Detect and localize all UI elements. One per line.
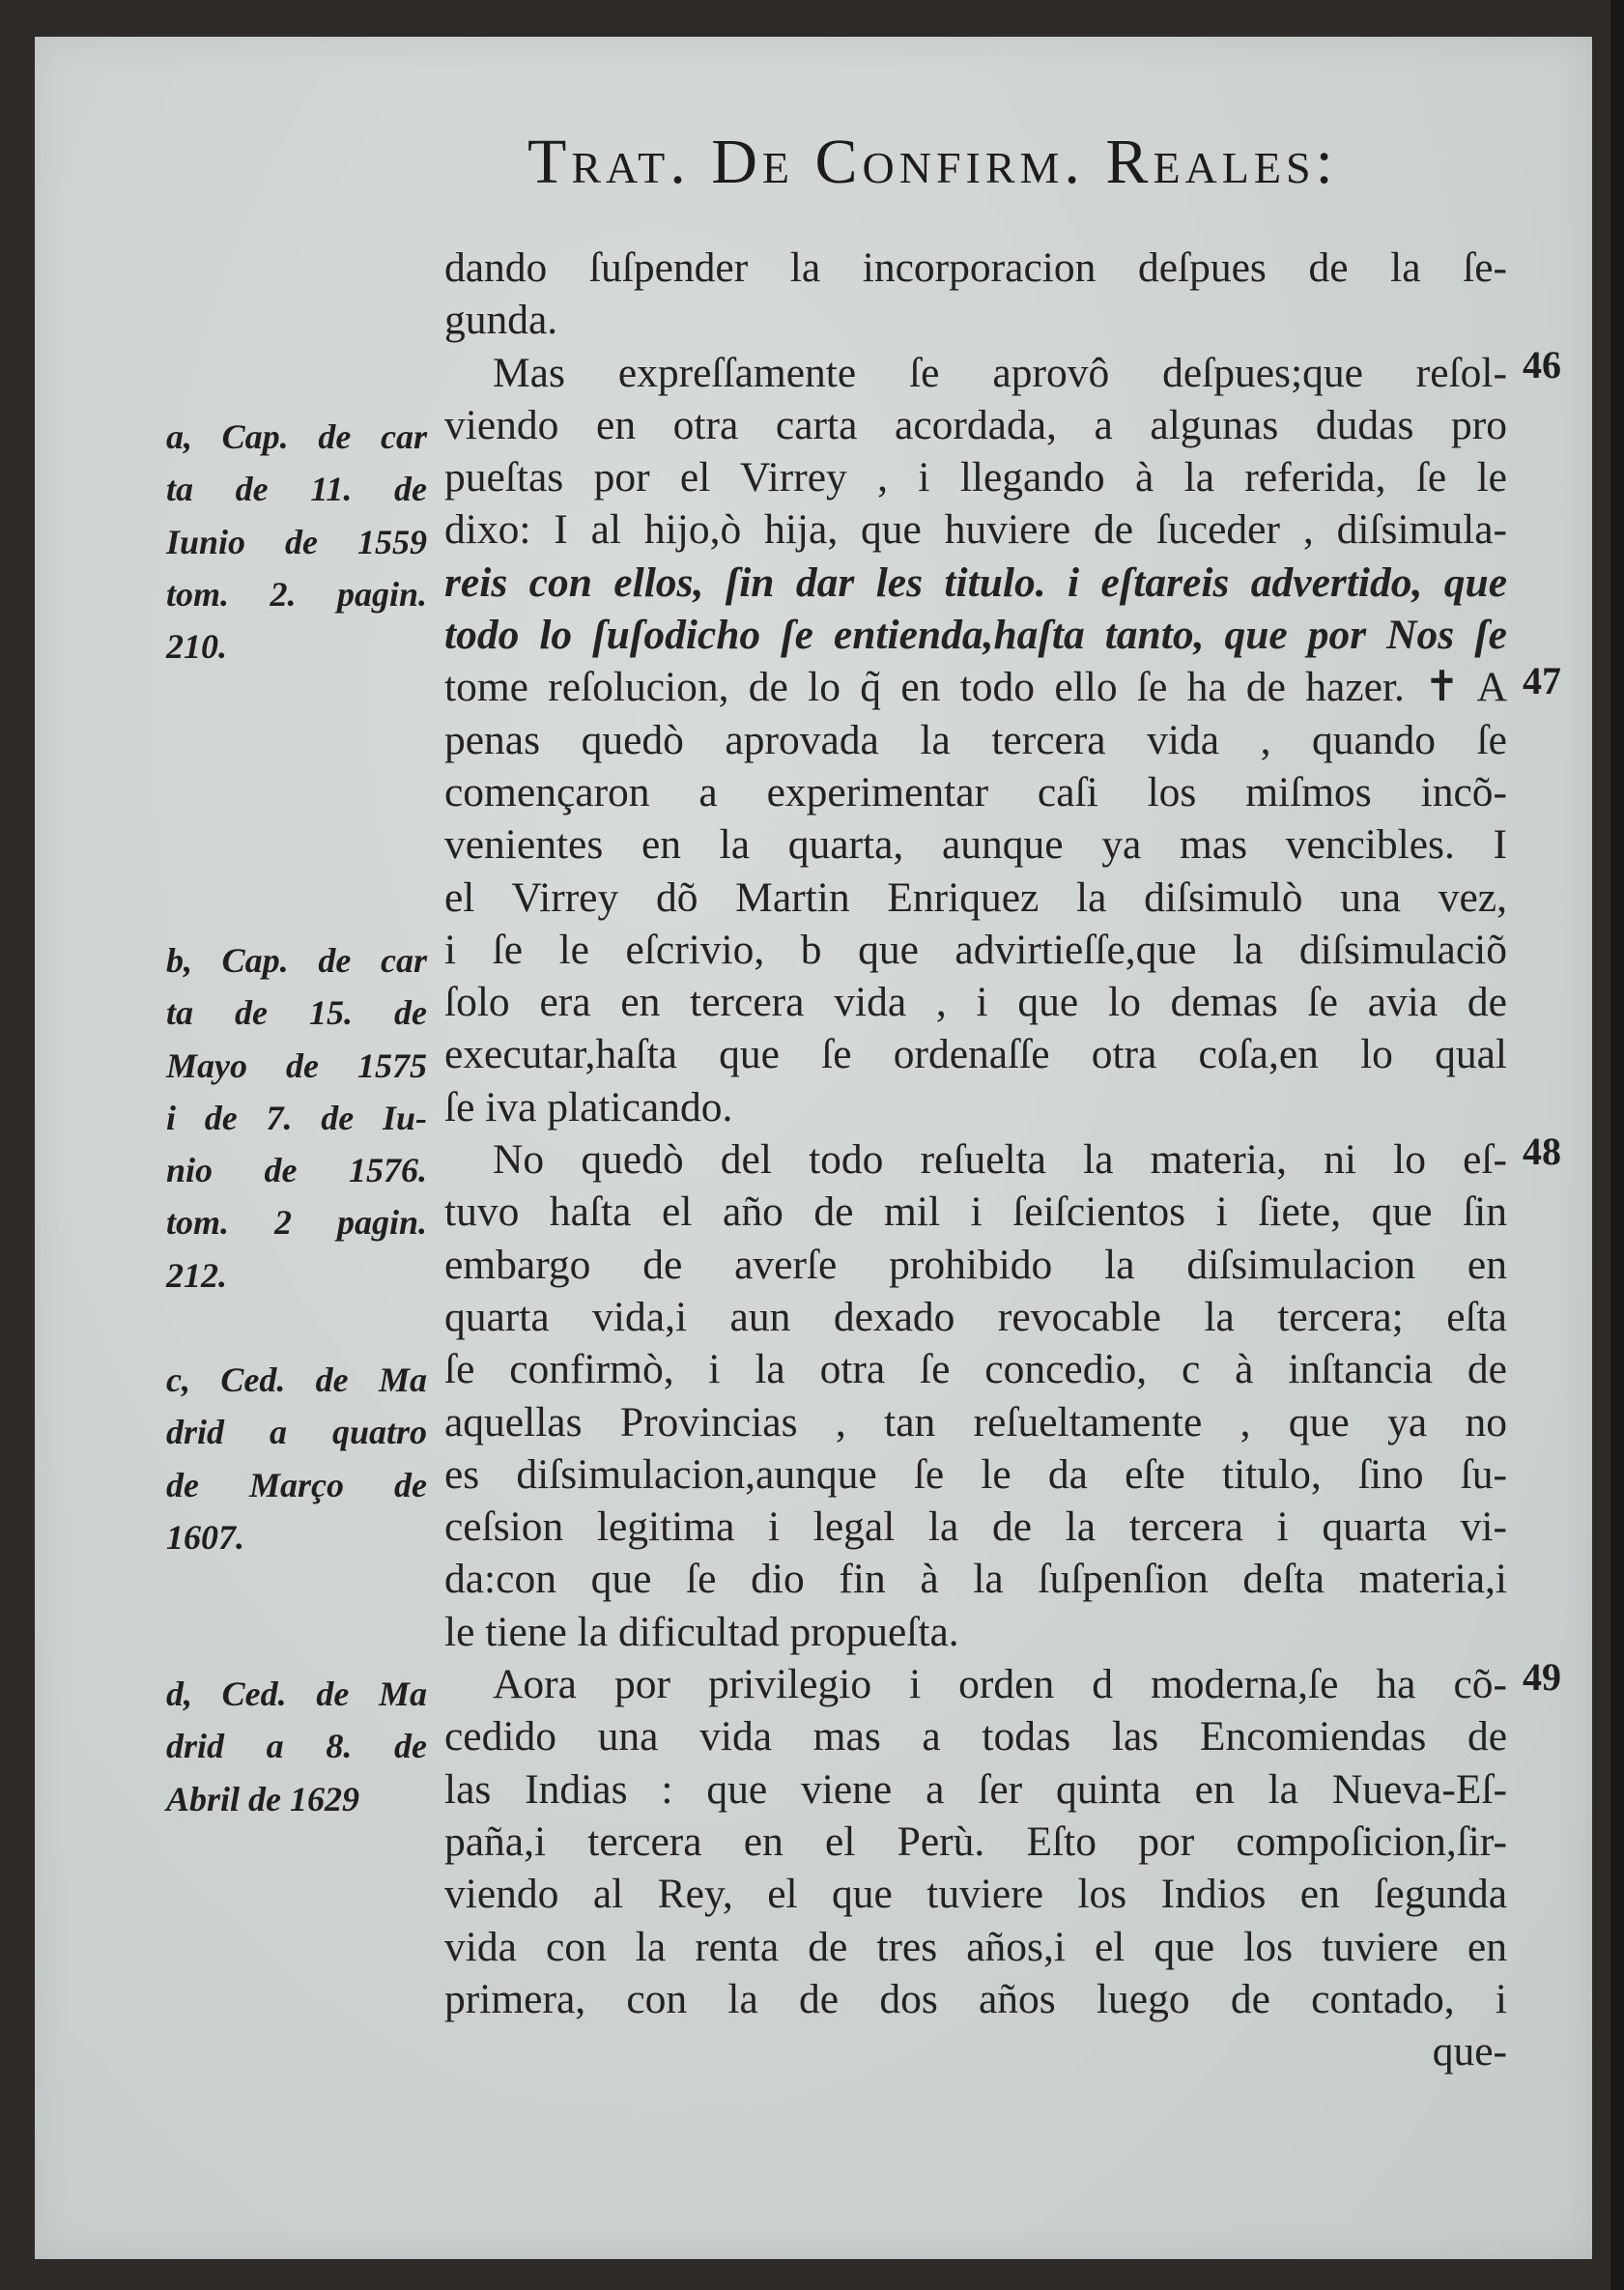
margin-note-line: Abril de 1629 — [166, 1779, 360, 1818]
margin-note-line: drid a 8. de — [166, 1727, 427, 1766]
text-line: el Virrey dõ Martin Enriquez la diſsimulò una vez, — [444, 873, 1507, 921]
margin-note-line: c, Ced. de Ma — [166, 1360, 427, 1399]
margin-note-line: a, Cap. de car — [166, 417, 427, 456]
text-line: gunda. — [444, 297, 558, 344]
running-header: Trat. De Confirm. Reales: — [527, 127, 1338, 197]
margin-note-line: d, Ced. de Ma — [166, 1675, 427, 1713]
text-line: venientes en la quarta, aunque ya mas vencibles. I — [444, 821, 1507, 869]
text-line: tuvo haſta el año de mil i ſeiſcientos i ſiete, que ſin — [444, 1188, 1507, 1236]
margin-note-line: 1607. — [166, 1517, 244, 1557]
text-line: es diſsimulacion,aunque ſe le da eſte titulo, ſino ſu- — [444, 1450, 1507, 1498]
margin-note-line: nio de 1576. — [166, 1151, 427, 1190]
text-line: dando ſuſpender la incorporacion deſpues de la ſe- — [444, 244, 1507, 291]
margin-note-line: drid a quatro — [166, 1413, 427, 1452]
text-line: da:con que ſe dio fin à la ſuſpenſion deſta materia,i — [444, 1556, 1507, 1603]
margin-note-line: 210. — [166, 627, 227, 667]
margin-note-line: b, Cap. de car — [166, 941, 427, 980]
text-line: començaron a experimentar caſi los miſmos incõ- — [444, 768, 1507, 816]
margin-note-line: de Março de — [166, 1465, 427, 1504]
margin-note-a — [166, 411, 427, 673]
text-line: penas quedò aprovada la tercera vida , quando ſe — [444, 716, 1507, 763]
margin-note-line: ta de 15. de — [166, 993, 427, 1033]
text-line: las Indias : que viene a ſer quinta en la Nueva-Eſ- — [444, 1765, 1507, 1813]
text-line: pueſtas por el Virrey , i llegando à la referida, ſe le — [444, 454, 1507, 501]
main-text-column — [444, 242, 1507, 2077]
text-line: reis con ellos, ſin dar les titulo. i eſtareis advertido, que — [444, 558, 1507, 606]
text-line: aquellas Provincias , tan reſueltamente , que ya no — [444, 1398, 1507, 1446]
text-line: paña,i tercera en el Perù. Eſto por compoſicion,ſir- — [444, 1818, 1507, 1865]
paragraph-number: 47 — [1523, 659, 1561, 702]
paragraph-number: 49 — [1523, 1655, 1561, 1699]
margin-note-line: Mayo de 1575 — [166, 1045, 427, 1085]
book-page — [35, 37, 1592, 2259]
text-line: Mas expreſſamente ſe aprovô deſpues;que reſol- — [493, 349, 1507, 396]
text-line: quarta vida,i aun dexado revocable la tercera; eſta — [444, 1293, 1507, 1340]
text-line: tome reſolucion, de lo q̃ en todo ello ſe ha de hazer. ✝ A — [444, 664, 1507, 711]
text-line: No quedò del todo reſuelta la materia, ni lo eſ- — [493, 1136, 1507, 1184]
margin-note-c — [166, 1354, 427, 1563]
margin-note-line: ta de 11. de — [166, 470, 427, 509]
paragraph-number: 48 — [1523, 1130, 1561, 1173]
text-line: ceſsion legitima i legal la de la tercera i quarta vi- — [444, 1503, 1507, 1551]
text-line: ſe confirmò, i la otra ſe concedio, c à inſtancia de — [444, 1346, 1507, 1393]
text-line: viendo en otra carta acordada, a algunas dudas pro — [444, 401, 1507, 448]
text-line: todo lo ſuſodicho ſe entienda,haſta tanto, que por Nos ſe — [444, 612, 1507, 659]
text-line: viendo al Rey, el que tuviere los Indios en ſegunda — [444, 1871, 1507, 1918]
catchword: que- — [1432, 2028, 1507, 2075]
text-line: dixo: I al hijo,ò hija, que huviere de ſuceder , diſsimula- — [444, 506, 1507, 554]
text-line: ſolo era en tercera vida , i que lo demas ſe avia de — [444, 979, 1507, 1026]
text-line: primera, con la de dos años luego de contado, i — [444, 1975, 1507, 2022]
paragraph-number: 46 — [1523, 343, 1561, 386]
margin-note-line: 212. — [166, 1255, 227, 1295]
text-line: ſe iva platicando. — [444, 1083, 733, 1131]
text-line: vida con la renta de tres años,i el que los tuviere en — [444, 1923, 1507, 1970]
margin-note-line: tom. 2 pagin. — [166, 1203, 427, 1243]
margin-note-line: Iunio de 1559 — [166, 522, 427, 561]
margin-note-line: tom. 2. pagin. — [166, 574, 427, 614]
text-line: executar,haſta que ſe ordenaſſe otra coſa,en lo qual — [444, 1031, 1507, 1078]
margin-note-line: i de 7. de Iu- — [166, 1098, 427, 1137]
text-line: embargo de averſe prohibido la diſsimulacion en — [444, 1241, 1507, 1288]
margin-note-b — [166, 934, 427, 1302]
text-line: Aora por privilegio i orden d moderna,ſe ha cõ- — [493, 1661, 1507, 1708]
margin-note-d — [166, 1668, 427, 1825]
text-line: cedido una vida mas a todas las Encomiendas de — [444, 1713, 1507, 1760]
text-line: le tiene la dificultad propueſta. — [444, 1608, 959, 1655]
text-line: i ſe le eſcrivio, b que advirtieſſe,que la diſsimulaciõ — [444, 926, 1507, 973]
book-spine-edge — [1610, 0, 1624, 2290]
